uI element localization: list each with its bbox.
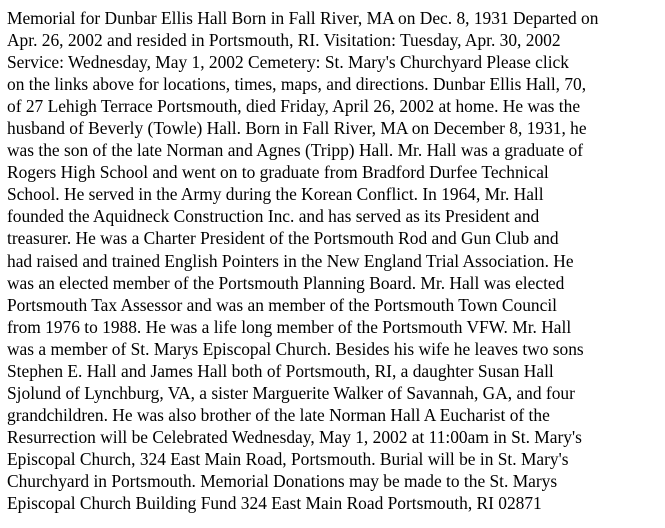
text-line: from 1976 to 1988. He was a life long member of the Portsmouth VFW. Mr. Hall [7,316,572,337]
text-line: Stephen E. Hall and James Hall both of Portsmouth, RI, a daughter Susan Hall [7,360,554,381]
text-line: was the son of the late Norman and Agnes (Tripp) Hall. Mr. Hall was a graduate of [7,140,584,161]
text-line: Rogers High School and went on to graduate from Bradford Durfee Technical [7,162,549,183]
text-line: Memorial for Dunbar Ellis Hall Born in Fall River, MA on Dec. 8, 1931 Departed on [7,8,599,28]
text-line: Churchyard in Portsmouth. Memorial Donations may be made to the St. Marys [7,470,558,491]
obituary-text [7,7,662,514]
text-line: was an elected member of the Portsmouth Planning Board. Mr. Hall was elected [7,272,565,293]
text-line: on the links above for locations, times, maps, and directions. Dunbar Ellis Hall, 70, [7,74,587,95]
text-line: Apr. 26, 2002 and resided in Portsmouth, RI. Visitation: Tuesday, Apr. 30, 2002 [7,30,561,51]
text-line: Episcopal Church, 324 East Main Road, Portsmouth. Burial will be in St. Mary's [7,448,569,469]
text-line: founded the Aquidneck Construction Inc. and has served as its President and [7,206,540,227]
text-line: Service: Wednesday, May 1, 2002 Cemetery: St. Mary's Churchyard Please click [7,52,569,73]
text-line: husband of Beverly (Towle) Hall. Born in Fall River, MA on December 8, 1931, he [7,118,587,139]
text-line: Resurrection will be Celebrated Wednesday, May 1, 2002 at 11:00am in St. Mary's [7,426,582,447]
text-line: School. He served in the Army during the Korean Conflict. In 1964, Mr. Hall [7,184,544,205]
text-line: of 27 Lehigh Terrace Portsmouth, died Friday, April 26, 2002 at home. He was the [7,96,581,117]
text-line: was a member of St. Marys Episcopal Church. Besides his wife he leaves two sons [7,338,584,359]
text-line: grandchildren. He was also brother of the late Norman Hall A Eucharist of the [7,404,550,425]
text-line: Portsmouth Tax Assessor and was an member of the Portsmouth Town Council [7,294,558,315]
text-line: Episcopal Church Building Fund 324 East Main Road Portsmouth, RI 02871 [7,493,542,514]
text-line: had raised and trained English Pointers in the New England Trial Association. He [7,250,574,271]
text-line: treasurer. He was a Charter President of the Portsmouth Rod and Gun Club and [7,228,559,249]
text-line: Sjolund of Lynchburg, VA, a sister Marguerite Walker of Savannah, GA, and four [7,382,575,403]
